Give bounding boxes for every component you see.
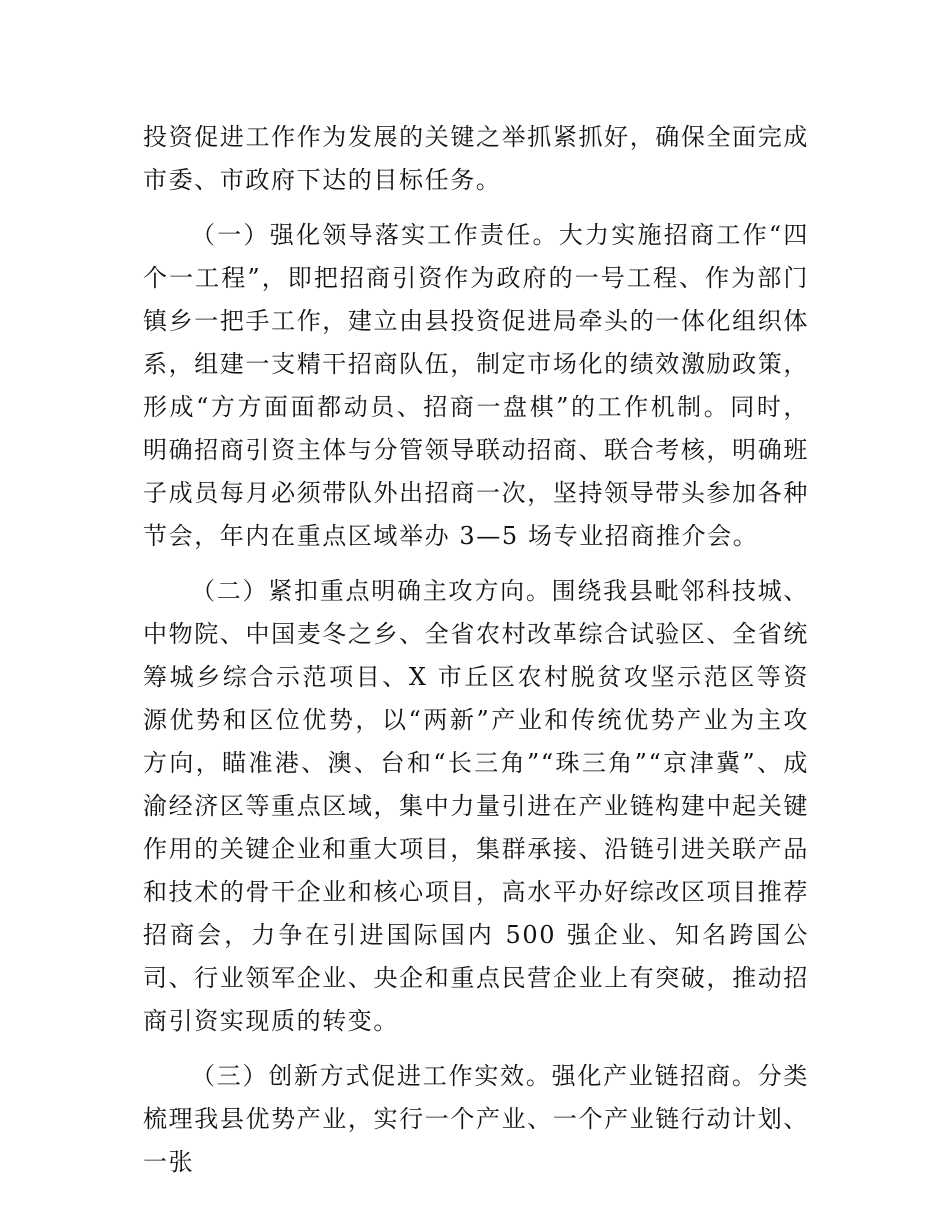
paragraph-gap xyxy=(143,202,809,214)
paragraph-gap xyxy=(143,558,809,570)
document-body xyxy=(143,116,809,1184)
paragraph-innovation: （三）创新方式促进工作实效。强化产业链招商。分类梳理我县优势产业，实行一个产业、一个产业链行动计划、一张 xyxy=(143,1062,809,1176)
paragraph-leadership: （一）强化领导落实工作责任。大力实施招商工作“四个一工程”，即把招商引资作为政府的一号工程、作为部门镇乡一把手工作，建立由县投资促进局牵头的一体化组织体系，组建一支精干招商队伍，制定市场化的绩效激励政策，形成“方方面面都动员、招商一盘棋”的工作机制。同时，明确招商引资主体与分管领导联动招商、联合考核，明确班子成员每月必须带队外出招商一次，坚持领导带头参加各种节会，年内在重点区域举办 3—5 场专业招商推介会。 xyxy=(143,221,809,550)
paragraph-focus-direction: （二）紧扣重点明确主攻方向。围绕我县毗邻科技城、中物院、中国麦冬之乡、全省农村改革综合试验区、全省统筹城乡综合示范项目、X 市丘区农村脱贫攻坚示范区等资源优势和区位优势，以“两新”产业和传统优势产业为主攻方向，瞄准港、澳、台和“长三角”“珠三角”“京津冀”、成渝经济区等重点区域，集中力量引进在产业链构建中起关键作用的关键企业和重大项目，集群承接、沿链引进关联产品和技术的骨干企业和核心项目，高水平办好综改区项目推荐招商会，力争在引进国际国内 500 强企业、知名跨国公司、行业领军企业、央企和重点民营企业上有突破，推动招商引资实现质的转变。 xyxy=(143,577,809,1035)
paragraph-gap xyxy=(143,1043,809,1055)
paragraph-continuation: 投资促进工作作为发展的关键之举抓紧抓好，确保全面完成市委、市政府下达的目标任务。 xyxy=(143,123,809,194)
